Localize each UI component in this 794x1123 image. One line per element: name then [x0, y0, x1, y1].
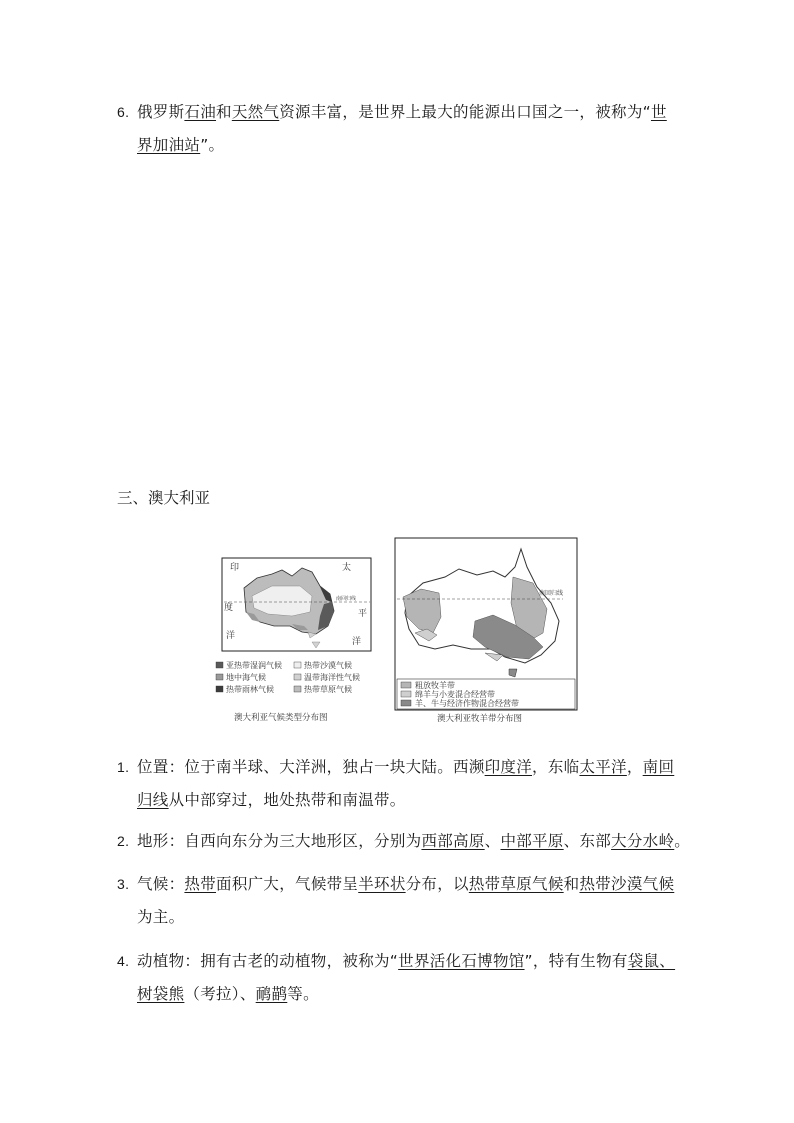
item-2 — [117, 825, 690, 858]
legend-label: 绵羊与小麦混合经营带 — [415, 690, 495, 699]
answer-blank: 印度洋 — [484, 758, 533, 776]
answer-blank: 西部高原 — [421, 832, 485, 850]
sea-label: 度 — [224, 603, 234, 613]
text: ”，特有生物有 — [524, 952, 628, 970]
text: 拥有古老的动植物，被称为“ — [200, 952, 399, 970]
answer-blank: 大分水岭 — [611, 832, 675, 850]
item-number: 2. — [117, 833, 130, 849]
item-6 — [117, 96, 667, 162]
text: 从中部穿过，地处热带和南温带。 — [168, 791, 406, 809]
section-heading: 三、澳大利亚 — [117, 489, 211, 507]
legend-label: 温带海洋性气候 — [304, 673, 360, 682]
legend-label: 热带沙漠气候 — [304, 661, 352, 670]
answer-blank: 树袋熊 — [137, 985, 185, 1003]
text: （考拉）、 — [184, 985, 256, 1003]
legend-swatch — [294, 686, 301, 692]
legend-swatch — [216, 686, 223, 692]
answer-blank: 世 — [650, 103, 667, 121]
legend-label: 地中海气候 — [226, 673, 266, 682]
legend-label: 热带雨林气候 — [226, 685, 274, 694]
text: 分布，以 — [405, 875, 469, 893]
item-number: 4. — [117, 953, 130, 969]
item-label: 动植物： — [137, 952, 201, 970]
tropic-label: 南回归线 — [539, 590, 564, 597]
legend-label: 粗放牧羊带 — [415, 681, 455, 690]
answer-blank: 归线 — [137, 791, 169, 809]
answer-blank: 鸸鹋 — [255, 985, 288, 1003]
legend-swatch — [401, 682, 411, 688]
text: ： — [168, 832, 185, 850]
sea-label: 洋 — [226, 631, 236, 641]
answer-blank: 天然气 — [231, 103, 280, 121]
legend-swatch — [401, 700, 411, 706]
text: 、东部 — [563, 832, 612, 850]
legend-swatch — [216, 662, 223, 668]
legend-swatch — [294, 674, 301, 680]
answer-blank: 热带 — [184, 875, 217, 893]
item-number: 6. — [117, 104, 130, 120]
legend-label: 热带草原气候 — [304, 685, 352, 694]
text: ”。 — [200, 136, 225, 154]
text: ： — [168, 758, 185, 776]
item-number: 3. — [117, 876, 130, 892]
text: 俄罗斯 — [137, 103, 185, 121]
item-number: 1. — [117, 759, 130, 775]
sea-label: 印 — [230, 563, 240, 573]
answer-blank: 石油 — [184, 103, 217, 121]
item-1 — [117, 751, 674, 817]
answer-blank: 半环状 — [358, 875, 406, 893]
text: 等。 — [287, 985, 319, 1003]
answer-blank: 南回 — [642, 758, 675, 776]
answer-blank: 界加油站 — [137, 136, 201, 154]
text: 为主。 — [137, 908, 185, 926]
item-label: 位置 — [137, 758, 169, 776]
text: 、 — [484, 832, 501, 850]
map-caption: 澳大利亚气候类型分布图 — [234, 713, 328, 723]
answer-blank: 太平洋 — [579, 758, 627, 776]
legend-swatch — [401, 691, 411, 697]
climate-map-figure — [212, 556, 380, 726]
answer-blank: 袋鼠、 — [627, 952, 676, 970]
sheep-map-figure — [393, 537, 579, 727]
item-4 — [117, 945, 675, 1011]
text: 资源丰富，是世界上最大的能源出口国之一，被称为“ — [279, 103, 651, 121]
map-caption: 澳大利亚牧羊带分布图 — [437, 714, 523, 724]
text: 自西向东分为三大地形区，分别为 — [184, 832, 422, 850]
sea-label: 洋 — [352, 637, 362, 647]
legend-swatch — [294, 662, 301, 668]
item-label: 气候： — [137, 875, 185, 893]
text: 和 — [216, 103, 232, 121]
answer-blank: 中部平原 — [500, 832, 564, 850]
answer-blank: 热带草原气候 — [468, 875, 564, 893]
legend-swatch — [216, 674, 223, 680]
legend-label: 亚热带湿润气候 — [226, 661, 282, 670]
answer-blank: 热带沙漠气候 — [579, 875, 675, 893]
answer-blank: 世界活化石博物馆 — [398, 952, 525, 970]
tropic-label: 南回归线 — [336, 596, 357, 602]
text: 位于南半球、大洋洲，独占一块大陆。西濒 — [184, 758, 485, 776]
text: ， — [626, 758, 643, 776]
text: 和 — [563, 875, 580, 893]
sea-label: 平 — [358, 609, 368, 619]
text: 。 — [674, 832, 691, 850]
item-3 — [117, 868, 674, 934]
item-label: 地形 — [137, 832, 169, 850]
sea-label: 太 — [342, 563, 352, 573]
text: ，东临 — [532, 758, 580, 776]
legend-label: 羊、牛与经济作物混合经营带 — [415, 699, 519, 708]
text: 面积广大，气候带呈 — [216, 875, 359, 893]
